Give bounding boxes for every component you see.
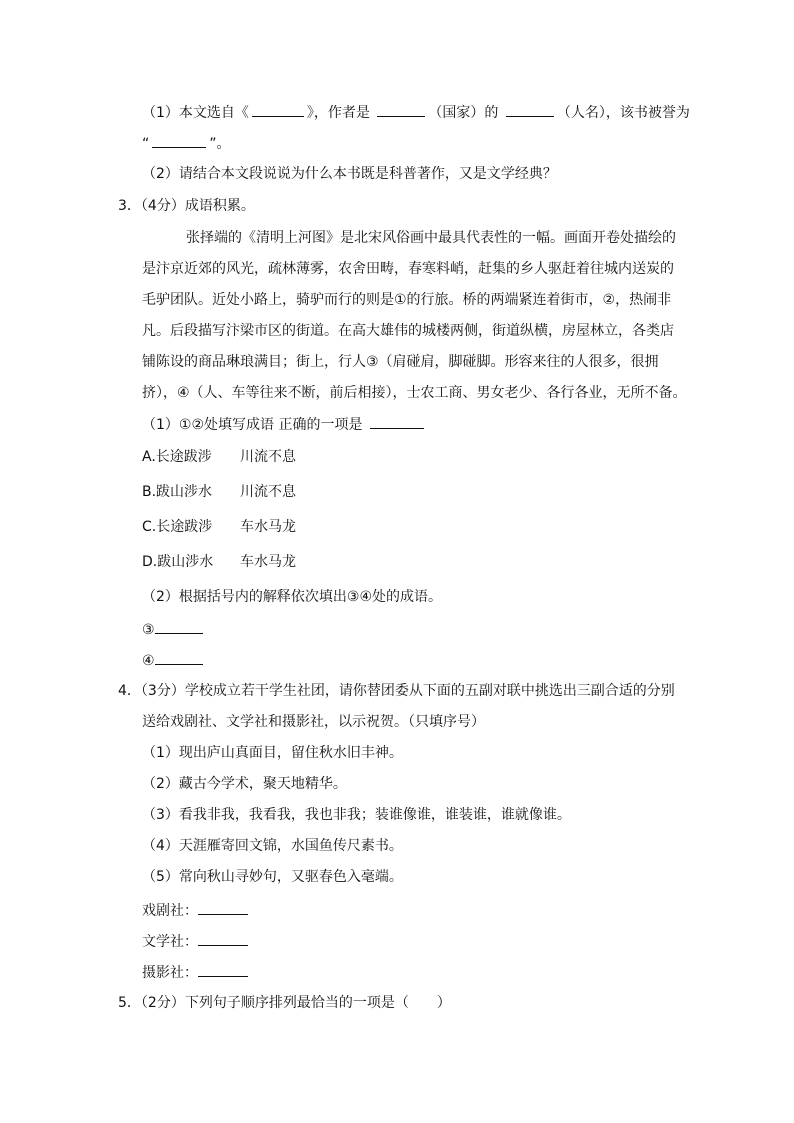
q3-paragraph-line: 张择端的《清明上河图》是北宋风俗画中最具代表性的一幅。画面开卷处描绘的: [186, 230, 676, 246]
q5-header-end: ）: [436, 995, 451, 1011]
answer-blank[interactable]: [155, 619, 203, 634]
q3-paragraph-line: 挤），④（人、车等往来不断，前后相接），士农工商、男女老少、各行各业，无所不备。: [142, 385, 687, 401]
option-b-second: 川流不息: [240, 484, 296, 500]
option-a-first: A.长途跋涉: [142, 449, 212, 465]
q2-sub1-line1: [142, 102, 690, 123]
q4-couplet: （2）藏古今学术，聚天地精华。: [142, 776, 347, 792]
q3-paragraph-line: 毛驴团队。近处小路上，骑驴而行的则是①的行旅。桥的两端紧连着街市，②，热闹非: [142, 292, 672, 308]
option-b-first: B.跋山涉水: [142, 484, 213, 500]
q2-sub1-text-a: （1）本文选自《: [142, 105, 249, 121]
q3-paragraph-line: 是汴京近郊的风光，疏林薄雾，农舍田畴，春寒料峭，赶集的乡人驱赶着往城内送炭的: [142, 261, 674, 277]
option-a-second: 川流不息: [240, 449, 296, 465]
option-d-first: D.跋山涉水: [142, 554, 214, 570]
q4-couplet: （1）现出庐山真面目，留住秋水旧丰神。: [142, 745, 403, 761]
answer-blank[interactable]: [152, 133, 206, 148]
q3-option-a[interactable]: [142, 447, 296, 467]
club-drama-label: 戏剧社：: [142, 903, 198, 919]
q4-club-photography: [142, 962, 251, 983]
q4-couplet: （3）看我非我，我看我，我也非我；装谁像谁，谁装谁，谁就像谁。: [142, 807, 571, 823]
q3-option-c[interactable]: [142, 517, 296, 537]
answer-blank[interactable]: [377, 102, 425, 117]
club-literature-label: 文学社：: [142, 934, 198, 950]
q4-couplet: （5）常向秋山寻妙句，又驱春色入毫端。: [142, 869, 403, 885]
q2-sub1-quote-open: “: [142, 136, 150, 152]
q3-paragraph-line: 铺陈设的商品琳琅满目；街上，行人③（肩碰肩，脚碰脚。形容来往的人很多，很拥: [142, 354, 659, 370]
answer-blank[interactable]: [198, 931, 248, 946]
q3-fill-3: [142, 619, 206, 640]
q2-sub1-text-c: （国家）的: [428, 105, 499, 121]
q4-club-drama: [142, 900, 251, 921]
q2-sub1-text-b: 》，作者是: [306, 105, 370, 121]
option-c-second: 车水马龙: [240, 519, 296, 535]
answer-blank[interactable]: [506, 102, 554, 117]
answer-blank[interactable]: [155, 650, 203, 665]
answer-blank[interactable]: [198, 962, 248, 977]
fill-4-label: ④: [142, 653, 155, 669]
q3-header: 3．（4分）成语积累。: [118, 198, 255, 214]
q2-sub1-text-d: （人名），该书被誉为: [556, 105, 690, 121]
option-c-first: C.长途跋涉: [142, 519, 213, 535]
q4-club-literature: [142, 931, 251, 952]
q2-sub2: （2）请结合本文段说说为什么本书既是科普著作，又是文学经典？: [142, 166, 557, 182]
answer-blank[interactable]: [370, 414, 424, 429]
club-photography-label: 摄影社：: [142, 965, 198, 981]
q4-couplet: （4）天涯雁寄回文锦，水国鱼传尺素书。: [142, 838, 403, 854]
q3-sub1-text: （1）①②处填写成语 正确的一项是: [142, 417, 363, 433]
q4-header-line1: 4．（3分）学校成立若干学生社团，请你替团委从下面的五副对联中挑选出三副合适的分别: [118, 683, 675, 699]
option-d-second: 车水马龙: [240, 554, 296, 570]
fill-3-label: ③: [142, 622, 155, 638]
q3-sub1: [142, 414, 427, 435]
answer-blank[interactable]: [252, 102, 304, 117]
q5-header: [118, 993, 451, 1013]
q3-option-b[interactable]: [142, 482, 296, 502]
q3-paragraph-line: 凡。后段描写汴梁市区的街道。在高大雄伟的城楼两侧，街道纵横，房屋林立，各类店: [142, 323, 674, 339]
q2-sub1-line2: [142, 133, 231, 154]
q2-sub1-quote-close: ”。: [209, 136, 231, 152]
q3-fill-4: [142, 650, 206, 671]
q3-sub2: （2）根据括号内的解释依次填出③④处的成语。: [142, 589, 443, 605]
q5-header-text: 5．（2分）下列句子顺序排列最恰当的一项是（: [118, 995, 409, 1011]
answer-blank[interactable]: [198, 900, 248, 915]
q4-header-line2: 送给戏剧社、文学社和摄影社，以示祝贺。（只填序号）: [142, 714, 485, 730]
q3-option-d[interactable]: [142, 552, 296, 572]
